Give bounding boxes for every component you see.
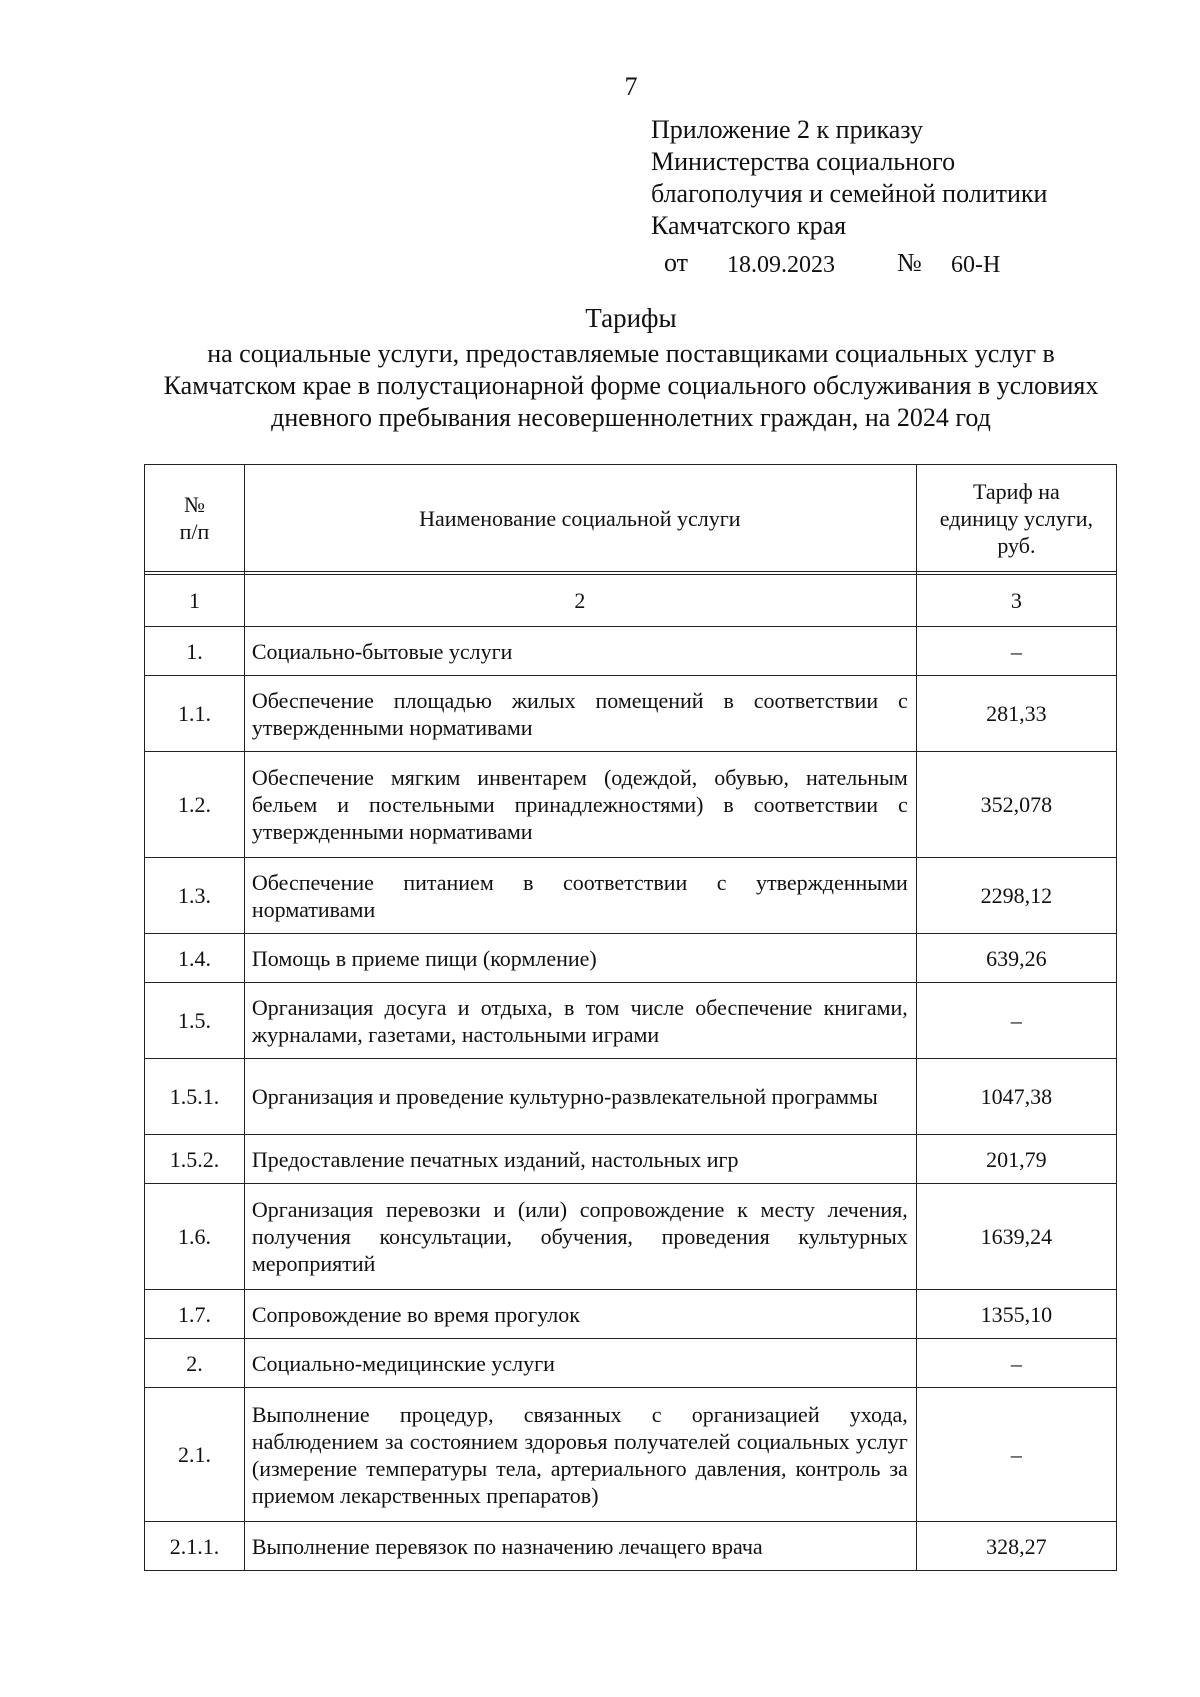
appendix-block <box>651 114 1047 242</box>
header-tariff-line: Тариф на <box>973 478 1060 504</box>
row-service-name: Выполнение перевязок по назначению лечащего врача <box>244 1522 916 1571</box>
row-tariff: 639,26 <box>916 934 1116 983</box>
row-service-name: Организация перевозки и (или) сопровождение к месту лечения, получения консультации, обучения, проведения культурных мероприятий <box>244 1184 916 1290</box>
order-from-label: от <box>664 248 689 277</box>
row-tariff: – <box>916 983 1116 1059</box>
appendix-line: Приложение 2 к приказу <box>651 115 924 144</box>
table-row <box>145 1388 1117 1522</box>
row-number: 1.4. <box>145 934 245 983</box>
row-tariff: 281,33 <box>916 676 1116 752</box>
row-tariff: 201,79 <box>916 1135 1116 1184</box>
row-number: 2. <box>145 1339 245 1388</box>
table-header-row <box>145 465 1117 572</box>
row-service-name: Обеспечение питанием в соответствии с утвержденными нормативами <box>244 858 916 934</box>
row-number: 1.2. <box>145 752 245 858</box>
order-number: 60-Н <box>951 252 1001 278</box>
appendix-line: Камчатского края <box>651 211 847 240</box>
header-tariff-line: руб. <box>997 532 1036 558</box>
order-date: 18.09.2023 <box>727 252 835 278</box>
row-service-name: Выполнение процедур, связанных с организацией ухода, наблюдением за состоянием здоровья получателей социальных услуг (измерение температуры тела, артериального давления, контроль за приемом лекарственных препаратов) <box>244 1388 916 1522</box>
row-service-name: Организация и проведение культурно-развлекательной программы <box>244 1059 916 1135</box>
row-service-name: Предоставление печатных изданий, настольных игр <box>244 1135 916 1184</box>
appendix-line: Министерства социального <box>651 147 956 176</box>
table-row <box>145 1522 1117 1571</box>
row-service-name: Обеспечение мягким инвентарем (одеждой, обувью, нательным бельем и постельными принадлежностями) в соответствии с утвержденными нормативами <box>244 752 916 858</box>
table-row <box>145 983 1117 1059</box>
column-number: 2 <box>244 575 916 627</box>
document-subtitle: на социальные услуги, предоставляемые поставщиками социальных услуг в Камчатском крае в полустационарной форме социального обслуживания в условиях дневного пребывания несовершеннолетних граждан, на 2024 год <box>163 339 1099 432</box>
table-row <box>145 1135 1117 1184</box>
page-number: 7 <box>624 72 638 101</box>
row-service-name: Социально-бытовые услуги <box>244 627 916 676</box>
order-number-label: № <box>897 248 922 277</box>
header-tariff <box>916 465 1116 572</box>
row-number: 1.5. <box>145 983 245 1059</box>
row-service-name: Социально-медицинские услуги <box>244 1339 916 1388</box>
order-details <box>0 250 1200 282</box>
row-tariff: 1355,10 <box>916 1290 1116 1339</box>
row-number: 1.5.1. <box>145 1059 245 1135</box>
row-number: 2.1. <box>145 1388 245 1522</box>
row-service-name: Сопровождение во время прогулок <box>244 1290 916 1339</box>
appendix-line: благополучия и семейной политики <box>651 179 1048 208</box>
table-row <box>145 1059 1117 1135</box>
row-tariff: 352,078 <box>916 752 1116 858</box>
row-service-name: Организация досуга и отдыха, в том числе обеспечение книгами, журналами, газетами, настольными играми <box>244 983 916 1059</box>
column-number: 3 <box>916 575 1116 627</box>
row-tariff: 328,27 <box>916 1522 1116 1571</box>
header-number-line: № <box>183 492 205 517</box>
table-row <box>145 934 1117 983</box>
row-tariff: 1639,24 <box>916 1184 1116 1290</box>
row-number: 1.6. <box>145 1184 245 1290</box>
document-title: Тарифы <box>585 303 677 333</box>
table-row <box>145 676 1117 752</box>
column-number: 1 <box>145 575 245 627</box>
row-number: 1.5.2. <box>145 1135 245 1184</box>
row-number: 1. <box>145 627 245 676</box>
table-row <box>145 858 1117 934</box>
header-service-name: Наименование социальной услуги <box>244 465 916 572</box>
row-tariff: – <box>916 1339 1116 1388</box>
row-number: 2.1.1. <box>145 1522 245 1571</box>
table-row <box>145 1184 1117 1290</box>
row-number: 1.3. <box>145 858 245 934</box>
row-tariff: 1047,38 <box>916 1059 1116 1135</box>
header-number-line: п/п <box>179 519 210 544</box>
table-row <box>145 627 1117 676</box>
header-number <box>145 465 245 572</box>
row-tariff: – <box>916 627 1116 676</box>
header-tariff-line: единицу услуги, <box>939 505 1094 531</box>
row-tariff: 2298,12 <box>916 858 1116 934</box>
tariffs-table <box>144 464 1117 1571</box>
table-row <box>145 752 1117 858</box>
row-tariff: – <box>916 1388 1116 1522</box>
table-row <box>145 1290 1117 1339</box>
row-number: 1.1. <box>145 676 245 752</box>
column-number-row <box>145 575 1117 627</box>
row-number: 1.7. <box>145 1290 245 1339</box>
row-service-name: Обеспечение площадью жилых помещений в соответствии с утвержденными нормативами <box>244 676 916 752</box>
table-row <box>145 1339 1117 1388</box>
row-service-name: Помощь в приеме пищи (кормление) <box>244 934 916 983</box>
